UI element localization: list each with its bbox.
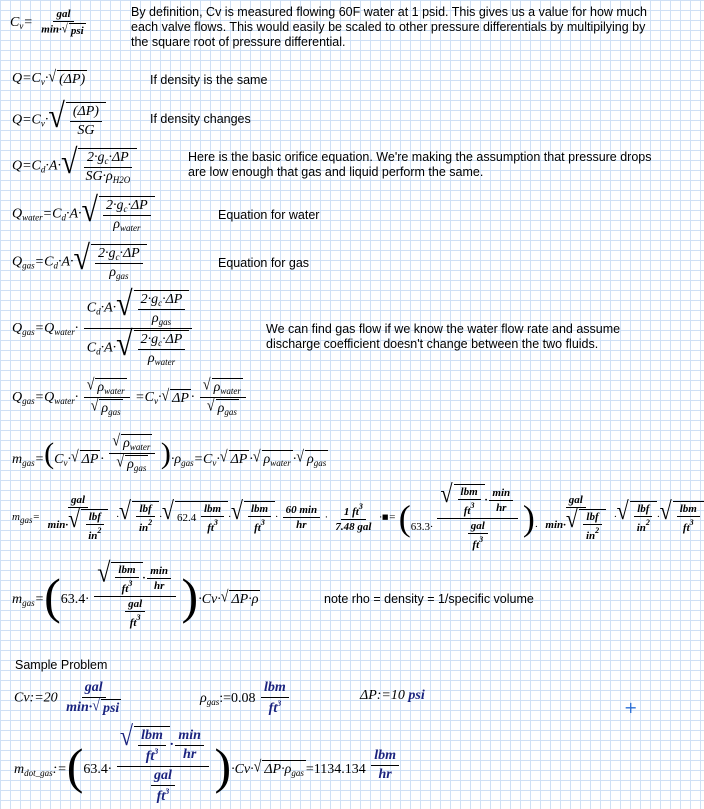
rho-gas-assignment: $\rho_{gas}:=0.08$ $\frac{\text{lbm}}{ft^3}$: [200, 680, 291, 717]
water-equation: $Q_{water}=C_d\cdot A\cdot$ √ $\frac{2\cdot g_c\cdot\Delta P}{\rho_{water}}$: [12, 196, 155, 233]
intro-text: By definition, Cv is measured flowing 60F water at 1 psid. This gives us a value for how much each valve flows. This would easily be scaled to other pressure differentials by multipilying by the square root of pressure differential.: [131, 5, 647, 49]
cv-lhs: $C_v=$: [10, 14, 33, 31]
q-same-density-equation: $Q=C_v\cdot$ √ (ΔP): [12, 68, 86, 88]
unit-conversion-equation: $m_{gas}=$ gal min· √ $\frac{\text{lbf}}{in^2}$ · √ $\frac{\text{lbf}}{in^2}$ · √ 62.4 $\frac{\text{lbm}}{ft^3}$ · √ $\frac{\text{lbm}}{ft^3}$ · $\frac{60 \min}{hr}$ · $\frac{1 ft^3}{\text{7.48 gal}}$ ·■= (63.3· √ $\frac{\text{lbm}}{ft^3}$ · $\frac{\min}{hr}$ $\frac{\text{gal}}{ft^3}$ )· gal min· √ $\frac{\text{lbf}}{in^2}$ · √ $\frac{\text{lbf}}{in^2}$ · √ $\frac{\text{lbm}}{ft^3}$: [12, 484, 704, 551]
mass-flow-equation: $m_{gas}=(C_v\cdot$ √ ΔP · √ $\rho_{water}$ √ $\rho_{gas}$ )$\cdot\rho_{gas}=C_v\cdot$ √ ΔP · √ $\rho_{water}$ · √ $\rho_{gas}$: [12, 432, 327, 473]
density-changes-note: If density changes: [150, 112, 251, 126]
dp-assignment: ΔP:=10 psi: [360, 688, 425, 703]
mass-flow-result: $m_{dot\_gas}:=(63.4\cdot$ √ $\frac{\text{lbm}}{ft^3}$ · $\frac{\min}{hr}$ $\frac{\text{gal}}{ft^3}$ )·Cv· √ $\Delta P\cdot\rho_{gas}$ =1134.134 $\frac{\text{lbm}}{hr}$: [14, 726, 401, 805]
crosshair-cursor-icon: +: [624, 698, 638, 717]
gas-flow-ratio-equation: $Q_{gas}=Q_{water}\cdot$ $C_d\cdot A\cdot$ √ $\frac{2\cdot g_c\cdot\Delta P}{\rho_{gas}}$ $C_d\cdot A\cdot$ √ $\frac{2\cdot g_c\cdot\Delta P}{\rho_{water}}$: [12, 290, 194, 367]
gas-flow-simplified-equation: $Q_{gas}=Q_{water}\cdot$ √ $\rho_{water}$ √ $\rho_{gas}$ $=C_v\cdot$ √ ΔP · √ $\rho_{water}$ √ $\rho_{gas}$: [12, 378, 248, 417]
gas-equation: $Q_{gas}=C_d\cdot A\cdot$ √ $\frac{2\cdot g_c\cdot\Delta P}{\rho_{gas}}$: [12, 244, 147, 281]
gas-note: Equation for gas: [218, 256, 310, 270]
sample-title: Sample Problem: [15, 658, 108, 672]
orifice-note: Here is the basic orifice equation. We're making the assumption that pressure drops are low enough that gas and liquid perform the same.: [188, 150, 652, 179]
q-density-changes-equation: $Q=C_v\cdot$ √ $\frac{(\Delta P)}{SG}$: [12, 102, 106, 139]
cv-assignment: Cv:=20 gal min· √ psi: [14, 680, 120, 716]
rho-note: note rho = density = 1/specific volume: [324, 592, 534, 606]
same-density-note: If density is the same: [150, 73, 268, 87]
orifice-equation: $Q=C_d\cdot A\cdot$ √ $\frac{2\cdot g_c\cdot\Delta P}{SG\cdot\rho_{H2O}}$: [12, 148, 137, 185]
water-note: Equation for water: [218, 208, 320, 222]
cv-units: gal min· √ psi: [41, 8, 84, 37]
cv-definition: [10, 8, 91, 37]
mass-flow-constant-equation: $m_{gas}=(63.4\cdot$ √ $\frac{\text{lbm}}{ft^3}$ · $\frac{\min}{hr}$ $\frac{\text{gal}}{ft^3}$ )·Cv· √ ΔP·ρ: [12, 558, 259, 629]
gas-flow-note: We can find gas flow if we know the water flow rate and assume discharge coefficient doesn't change between the two fluids.: [266, 322, 621, 351]
